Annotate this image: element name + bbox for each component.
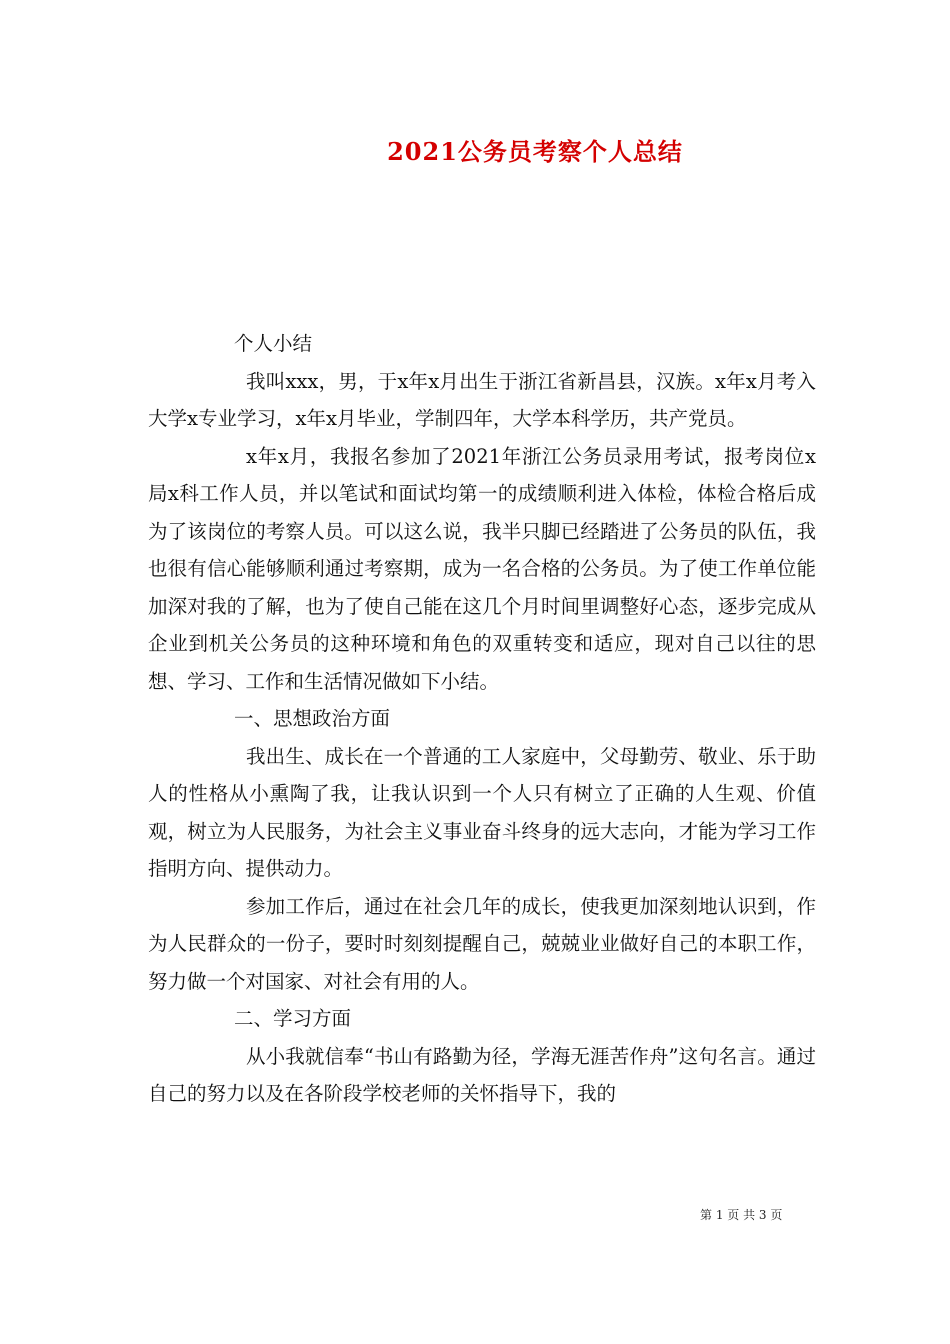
document-title: 2021公务员考察个人总结 [387,137,683,166]
section-heading: 一、思想政治方面 [234,707,391,730]
page-number-footer: 第 1 页 共 3 页 [700,1208,783,1222]
section-heading: 个人小结 [234,332,313,355]
paragraph: 从小我就信奉“书山有路勤为径，学海无涯苦作舟”这句名言。通过自己的努力以及在各阶段学校老师的关怀指导下，我的 [148,1044,816,1105]
section-heading: 二、学习方面 [234,1007,352,1030]
paragraph: 我叫xxx，男，于x年x月出生于浙江省新昌县，汉族。x年x月考入大学x专业学习，x年x月毕业，学制四年，大学本科学历，共产党员。 [148,369,816,430]
paragraph: x年x月，我报名参加了2021年浙江公务员录用考试，报考岗位x局x科工作人员，并以笔试和面试均第一的成绩顺利进入体检，体检合格后成为了该岗位的考察人员。可以这么说，我半只脚已经踏进了公务员的队伍，我也很有信心能够顺利通过考察期，成为一名合格的公务员。为了使工作单位能加深对我的了解，也为了使自己能在这几个月时间里调整好心态，逐步完成从企业到机关公务员的这种环境和角色的双重转变和适应，现对自己以往的思想、学习、工作和生活情况做如下小结。 [148,444,816,693]
document-body [148,325,816,1113]
paragraph: 参加工作后，通过在社会几年的成长，使我更加深刻地认识到，作为人民群众的一份子，要时时刻刻提醒自己，兢兢业业做好自己的本职工作，努力做一个对国家、对社会有用的人。 [148,894,816,993]
paragraph: 我出生、成长在一个普通的工人家庭中，父母勤劳、敬业、乐于助人的性格从小熏陶了我，让我认识到一个人只有树立了正确的人生观、价值观，树立为人民服务，为社会主义事业奋斗终身的远大志向，才能为学习工作指明方向、提供动力。 [148,744,816,880]
